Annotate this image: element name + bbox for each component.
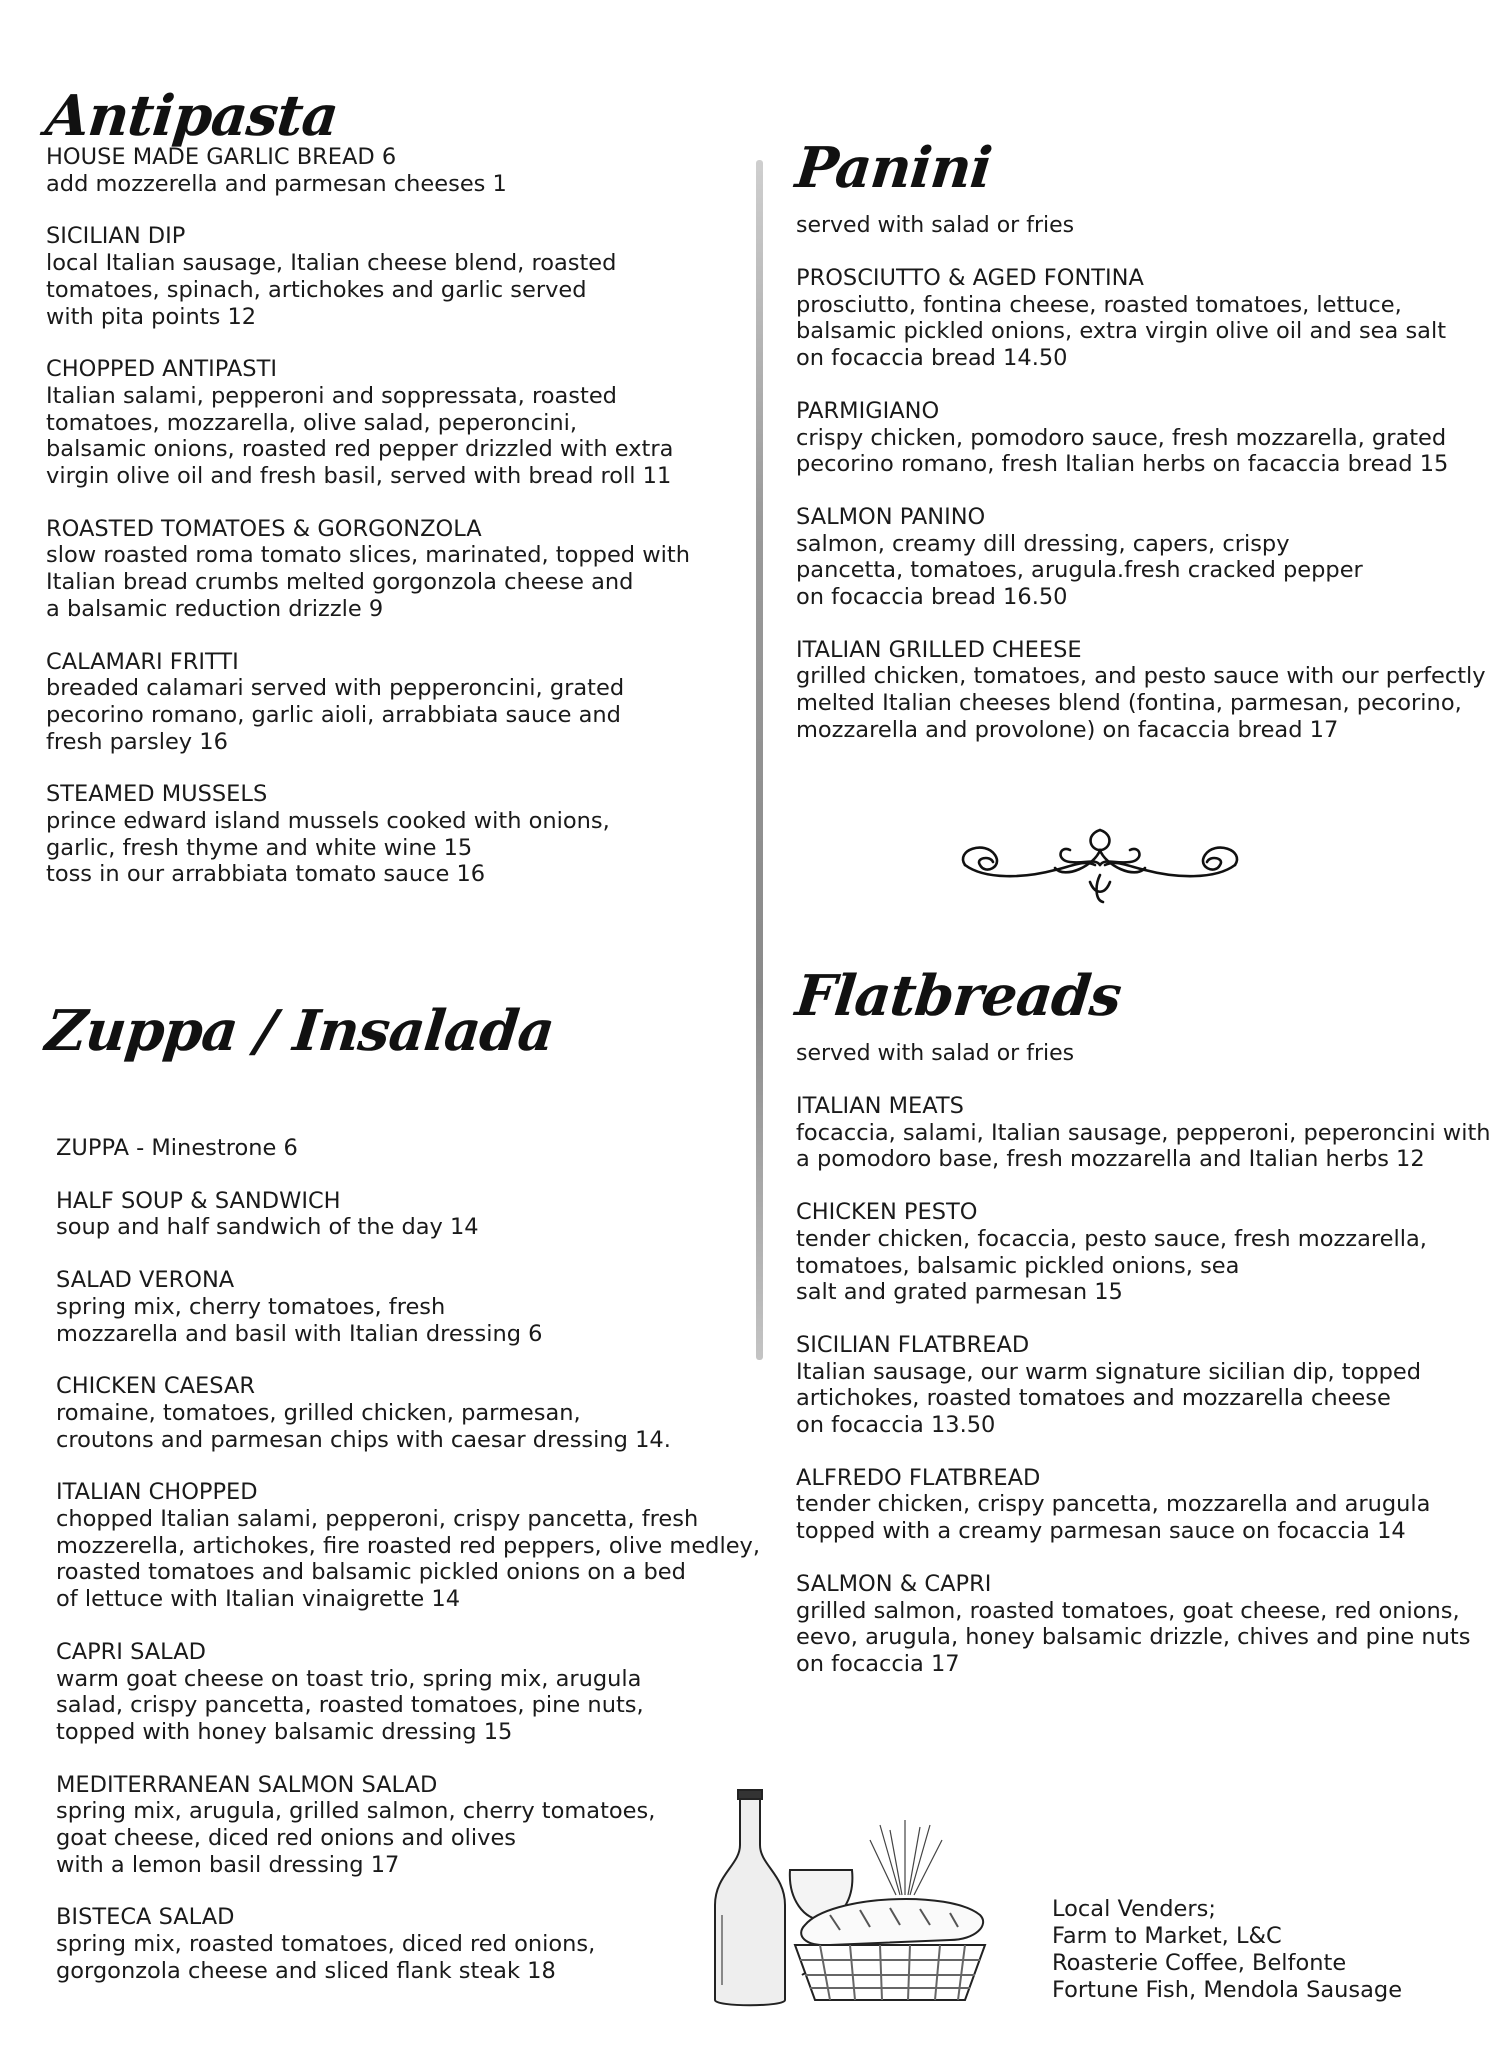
menu-item-description: soup and half sandwich of the day 14 <box>56 1214 479 1241</box>
menu-item-description: on focaccia 13.50 <box>796 1412 996 1439</box>
menu-item <box>56 1373 736 1453</box>
menu-item-description: tender chicken, crispy pancetta, mozzarella and arugula <box>796 1491 1431 1518</box>
ornamental-flourish-icon <box>945 820 1255 910</box>
antipasta-items <box>46 144 706 888</box>
menu-item-description: a balsamic reduction drizzle 9 <box>46 595 384 622</box>
menu-item-name: ROASTED TOMATOES & GORGONZOLA <box>46 515 482 542</box>
menu-item-description: mozzarella and provolone) on facaccia bread 17 <box>796 716 1339 743</box>
flatbreads-title: Flatbreads <box>792 963 1124 1029</box>
menu-item-description: romaine, tomatoes, grilled chicken, parmesan, <box>56 1399 581 1426</box>
menu-item-description: warm goat cheese on toast trio, spring mix, arugula <box>56 1665 642 1692</box>
menu-item-name: HOUSE MADE GARLIC BREAD 6 <box>46 144 397 170</box>
menu-item-description: salt and grated parmesan 15 <box>796 1279 1123 1306</box>
menu-item-description: goat cheese, diced red onions and olives <box>56 1825 517 1852</box>
menu-item-description: toss in our arrabbiata tomato sauce 16 <box>46 861 486 888</box>
menu-item-description: with a lemon basil dressing 17 <box>56 1851 400 1878</box>
menu-item-description: mozzarella and basil with Italian dressing 6 <box>56 1320 543 1347</box>
menu-item-name: ITALIAN GRILLED CHEESE <box>796 636 1082 663</box>
menu-item-description: prosciutto, fontina cheese, roasted tomatoes, lettuce, <box>796 291 1402 318</box>
menu-item-description: salmon, creamy dill dressing, capers, crispy <box>796 530 1290 557</box>
menu-item <box>46 356 706 490</box>
flatbreads-subtitle: served with salad or fries <box>796 1041 1075 1066</box>
menu-item-description: Italian salami, pepperoni and soppressata, roasted <box>46 382 617 409</box>
menu-item <box>56 1135 736 1162</box>
menu-item <box>796 1093 1491 1173</box>
menu-item-name: ITALIAN MEATS <box>796 1093 964 1119</box>
panini-title: Panini <box>792 135 995 201</box>
menu-item <box>46 516 706 623</box>
local-vendors <box>1052 1896 1402 2004</box>
menu-item-description: on focaccia bread 14.50 <box>796 345 1068 372</box>
menu-item-description: virgin olive oil and fresh basil, served with bread roll 11 <box>46 463 672 490</box>
menu-item-description: garlic, fresh thyme and white wine 15 <box>46 834 473 861</box>
antipasta-section <box>42 83 706 888</box>
menu-item-description: add mozzerella and parmesan cheeses 1 <box>46 170 507 197</box>
menu-item-description: Italian bread crumbs melted gorgonzola cheese and <box>46 569 634 596</box>
menu-item <box>46 223 706 330</box>
menu-item-description: topped with honey balsamic dressing 15 <box>56 1718 513 1745</box>
menu-item <box>46 781 706 888</box>
flatbreads-section <box>792 963 1491 1678</box>
menu-item-description: melted Italian cheeses blend (fontina, parmesan, pecorino, <box>796 690 1462 717</box>
menu-item-description: balsamic onions, roasted red pepper drizzled with extra <box>46 436 674 463</box>
menu-item <box>796 636 1486 744</box>
menu-item-description: prince edward island mussels cooked with onions, <box>46 808 610 835</box>
menu-item <box>56 1639 736 1746</box>
menu-item-name: SALAD VERONA <box>56 1267 235 1294</box>
menu-item-name: CHOPPED ANTIPASTI <box>46 356 277 383</box>
menu-item-description: topped with a creamy parmesan sauce on focaccia 14 <box>796 1518 1406 1545</box>
menu-item-name: CHICKEN PESTO <box>796 1199 978 1226</box>
menu-item-name: MEDITERRANEAN SALMON SALAD <box>56 1771 438 1798</box>
menu-item-description: a pomodoro base, fresh mozzarella and Italian herbs 12 <box>796 1146 1425 1173</box>
vendor-line: Roasterie Coffee, Belfonte <box>1052 1950 1347 1976</box>
menu-item-description: fresh parsley 16 <box>46 728 228 755</box>
menu-item-description: with pita points 12 <box>46 303 257 330</box>
menu-item <box>796 1465 1476 1545</box>
menu-item-description: grilled chicken, tomatoes, and pesto sauce with our perfectly <box>796 663 1486 690</box>
vendor-line: Farm to Market, L&C <box>1052 1923 1282 1949</box>
menu-item <box>56 1267 736 1347</box>
menu-item-description: balsamic pickled onions, extra virgin olive oil and sea salt <box>796 318 1447 345</box>
menu-item-description: salad, crispy pancetta, roasted tomatoes, pine nuts, <box>56 1692 644 1719</box>
menu-item-name: STEAMED MUSSELS <box>46 781 268 808</box>
menu-item <box>56 1479 761 1613</box>
menu-item-description: focaccia, salami, Italian sausage, pepperoni, peperoncini with <box>796 1119 1491 1146</box>
panini-section <box>792 135 1486 744</box>
menu-item-description: crispy chicken, pomodoro sauce, fresh mozzarella, grated <box>796 424 1447 451</box>
menu-item-description: roasted tomatoes and balsamic pickled onions on a bed <box>56 1559 686 1586</box>
flatbreads-items <box>796 1093 1491 1678</box>
menu-item-name: ALFREDO FLATBREAD <box>796 1464 1041 1491</box>
menu-item-description: tender chicken, focaccia, pesto sauce, fresh mozzarella, <box>796 1225 1427 1252</box>
menu-item-name: HALF SOUP & SANDWICH <box>56 1187 341 1214</box>
menu-item-description: chopped Italian salami, pepperoni, crispy pancetta, fresh <box>56 1506 699 1533</box>
menu-item-description: gorgonzola cheese and sliced flank steak 18 <box>56 1957 556 1984</box>
column-divider <box>756 160 763 1360</box>
menu-item-description: eevo, arugula, honey balsamic drizzle, chives and pine nuts <box>796 1624 1471 1651</box>
panini-subtitle: served with salad or fries <box>796 213 1075 238</box>
vendor-line: Fortune Fish, Mendola Sausage <box>1052 1977 1403 2003</box>
menu-item-description: tomatoes, mozzarella, olive salad, peperoncini, <box>46 409 578 436</box>
menu-item <box>46 649 706 756</box>
menu-item <box>46 144 706 197</box>
menu-item <box>56 1772 736 1879</box>
antipasta-title: Antipasta <box>42 83 341 149</box>
zuppa-items <box>46 1135 761 1985</box>
menu-item-description: pecorino romano, garlic aioli, arrabbiata sauce and <box>46 701 621 728</box>
menu-item-name: PARMIGIANO <box>796 397 940 424</box>
menu-item-description: Italian sausage, our warm signature sicilian dip, topped <box>796 1358 1422 1385</box>
menu-item-description: spring mix, roasted tomatoes, diced red onions, <box>56 1931 596 1958</box>
menu-item-description: pecorino romano, fresh Italian herbs on facaccia bread 15 <box>796 451 1449 478</box>
menu-item-description: tomatoes, spinach, artichokes and garlic served <box>46 276 587 303</box>
menu-item <box>796 398 1476 478</box>
zuppa-section <box>42 998 761 1985</box>
menu-item-description: spring mix, cherry tomatoes, fresh <box>56 1293 446 1320</box>
menu-item-name: CHICKEN CAESAR <box>56 1373 255 1400</box>
menu-item-name: CALAMARI FRITTI <box>46 648 239 675</box>
menu-item-name: CAPRI SALAD <box>56 1638 206 1665</box>
menu-item <box>56 1188 736 1241</box>
menu-item-name: BISTECA SALAD <box>56 1904 235 1931</box>
menu-item <box>56 1904 736 1984</box>
menu-item-name: SICILIAN DIP <box>46 223 186 250</box>
menu-item-description: on focaccia bread 16.50 <box>796 584 1068 611</box>
menu-item-description: grilled salmon, roasted tomatoes, goat cheese, red onions, <box>796 1597 1460 1624</box>
menu-item <box>796 265 1476 372</box>
menu-item-description: mozzerella, artichokes, fire roasted red peppers, olive medley, <box>56 1532 761 1559</box>
panini-items <box>796 265 1486 744</box>
menu-item <box>796 1332 1476 1439</box>
wine-bread-illustration-icon <box>710 1785 1040 2015</box>
menu-item <box>796 504 1476 611</box>
menu-item-description: local Italian sausage, Italian cheese blend, roasted <box>46 250 617 277</box>
menu-item-description: pancetta, tomatoes, arugula.fresh cracked pepper <box>796 557 1363 584</box>
menu-item <box>796 1571 1476 1678</box>
menu-item <box>796 1199 1476 1306</box>
menu-item-description: on focaccia 17 <box>796 1650 960 1677</box>
menu-item-name: SALMON & CAPRI <box>796 1570 992 1597</box>
menu-item-name: SALMON PANINO <box>796 503 986 530</box>
menu-item-description: slow roasted roma tomato slices, marinated, topped with <box>46 542 690 569</box>
menu-item-description: croutons and parmesan chips with caesar dressing 14. <box>56 1426 671 1453</box>
vendor-line: Local Venders; <box>1052 1896 1216 1922</box>
menu-item-description: of lettuce with Italian vinaigrette 14 <box>56 1586 461 1613</box>
menu-item-description: spring mix, arugula, grilled salmon, cherry tomatoes, <box>56 1798 656 1825</box>
zuppa-title: Zuppa / Insalada <box>42 998 557 1064</box>
menu-item-name: PROSCIUTTO & AGED FONTINA <box>796 265 1144 291</box>
menu-item-description: artichokes, roasted tomatoes and mozzarella cheese <box>796 1385 1391 1412</box>
menu-item-name: SICILIAN FLATBREAD <box>796 1331 1030 1358</box>
menu-item-description: breaded calamari served with pepperoncini, grated <box>46 675 625 702</box>
menu-item-name: ITALIAN CHOPPED <box>56 1479 258 1506</box>
menu-item-description: tomatoes, balsamic pickled onions, sea <box>796 1252 1240 1279</box>
menu-item-name: ZUPPA - Minestrone 6 <box>56 1135 298 1161</box>
